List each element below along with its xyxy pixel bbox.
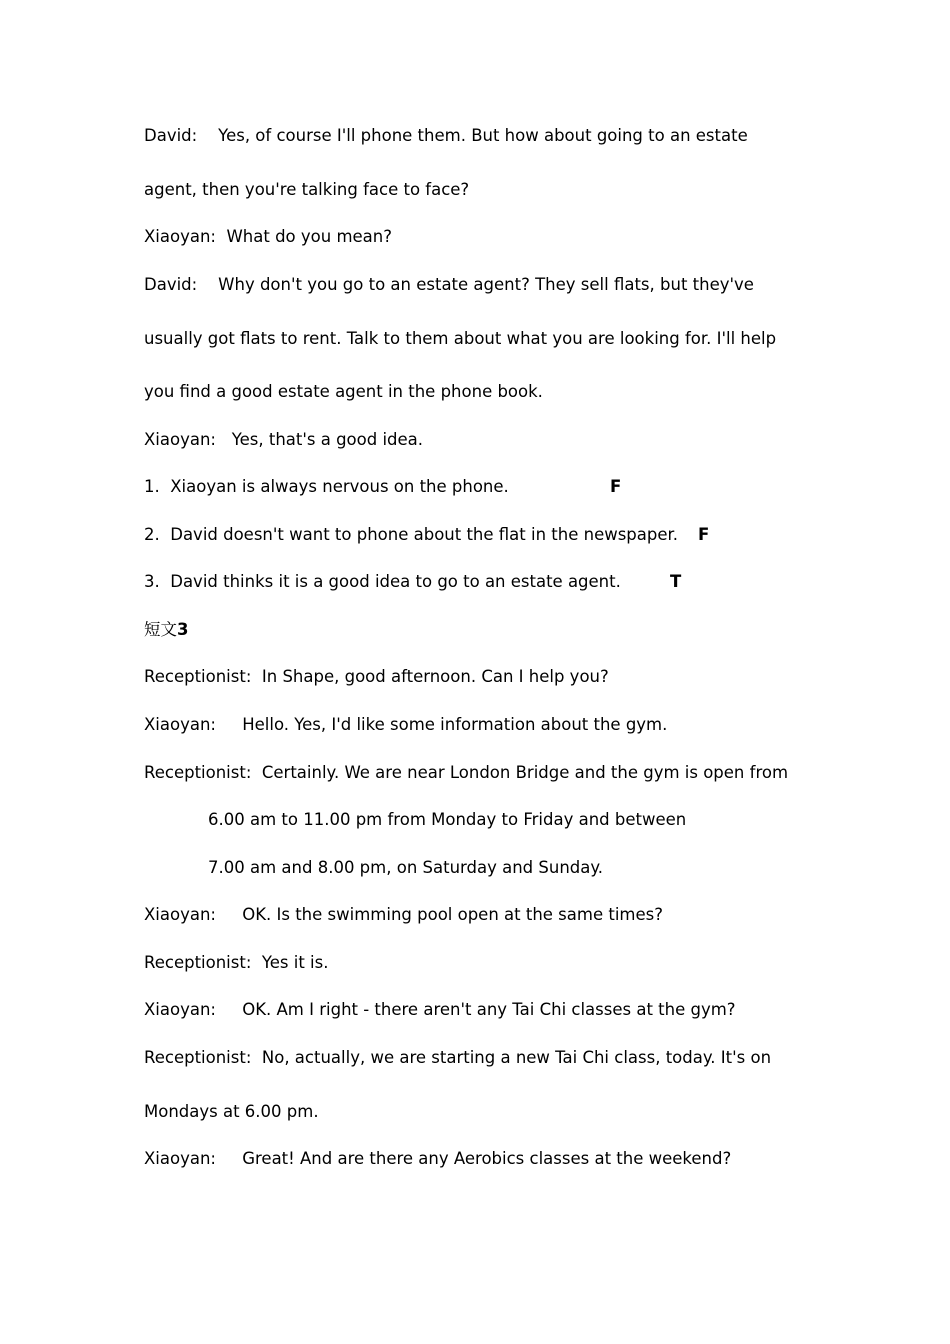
answer-2: F xyxy=(698,525,710,544)
dialogue-line-continuation: 6.00 am to 11.00 pm from Monday to Friday and between xyxy=(208,810,687,829)
dialogue-line-xiaoyan-5: Xiaoyan: OK. Am I right - there aren't any Tai Chi classes at the gym? xyxy=(144,1000,736,1019)
dialogue-line-receptionist-3: Receptionist: Yes it is. xyxy=(144,953,329,972)
section-heading xyxy=(144,620,188,640)
dialogue-line-continuation: usually got flats to rent. Talk to them about what you are looking for. I'll help xyxy=(144,329,777,348)
dialogue-line-receptionist-2: Receptionist: Certainly. We are near London Bridge and the gym is open from xyxy=(144,763,789,782)
dialogue-line-xiaoyan-1: Xiaoyan: What do you mean? xyxy=(144,227,392,246)
question-3: 3. David thinks it is a good idea to go to an estate agent. xyxy=(144,572,621,591)
dialogue-line-xiaoyan-4: Xiaoyan: OK. Is the swimming pool open at the same times? xyxy=(144,905,663,924)
question-2: 2. David doesn't want to phone about the flat in the newspaper. xyxy=(144,525,679,544)
dialogue-line-continuation: 7.00 am and 8.00 pm, on Saturday and Sunday. xyxy=(208,858,604,877)
dialogue-line-david-1: David: Yes, of course I'll phone them. But how about going to an estate xyxy=(144,126,748,145)
section-heading-number: 3 xyxy=(177,620,189,639)
dialogue-line-xiaoyan-3: Xiaoyan: Hello. Yes, I'd like some information about the gym. xyxy=(144,715,668,734)
answer-3: T xyxy=(670,572,682,591)
dialogue-line-continuation: you find a good estate agent in the phone book. xyxy=(144,382,543,401)
dialogue-line-continuation: Mondays at 6.00 pm. xyxy=(144,1102,319,1121)
dialogue-line-continuation: agent, then you're talking face to face? xyxy=(144,180,470,199)
dialogue-line-receptionist-1: Receptionist: In Shape, good afternoon. Can I help you? xyxy=(144,667,609,686)
dialogue-line-david-2: David: Why don't you go to an estate agent? They sell flats, but they've xyxy=(144,275,754,294)
section-heading-prefix: 短文 xyxy=(144,620,177,639)
answer-1: F xyxy=(610,477,622,496)
question-1: 1. Xiaoyan is always nervous on the phone. xyxy=(144,477,509,496)
dialogue-line-xiaoyan-2: Xiaoyan: Yes, that's a good idea. xyxy=(144,430,424,449)
dialogue-line-receptionist-4: Receptionist: No, actually, we are starting a new Tai Chi class, today. It's on xyxy=(144,1048,772,1067)
dialogue-line-xiaoyan-6: Xiaoyan: Great! And are there any Aerobics classes at the weekend? xyxy=(144,1149,732,1168)
